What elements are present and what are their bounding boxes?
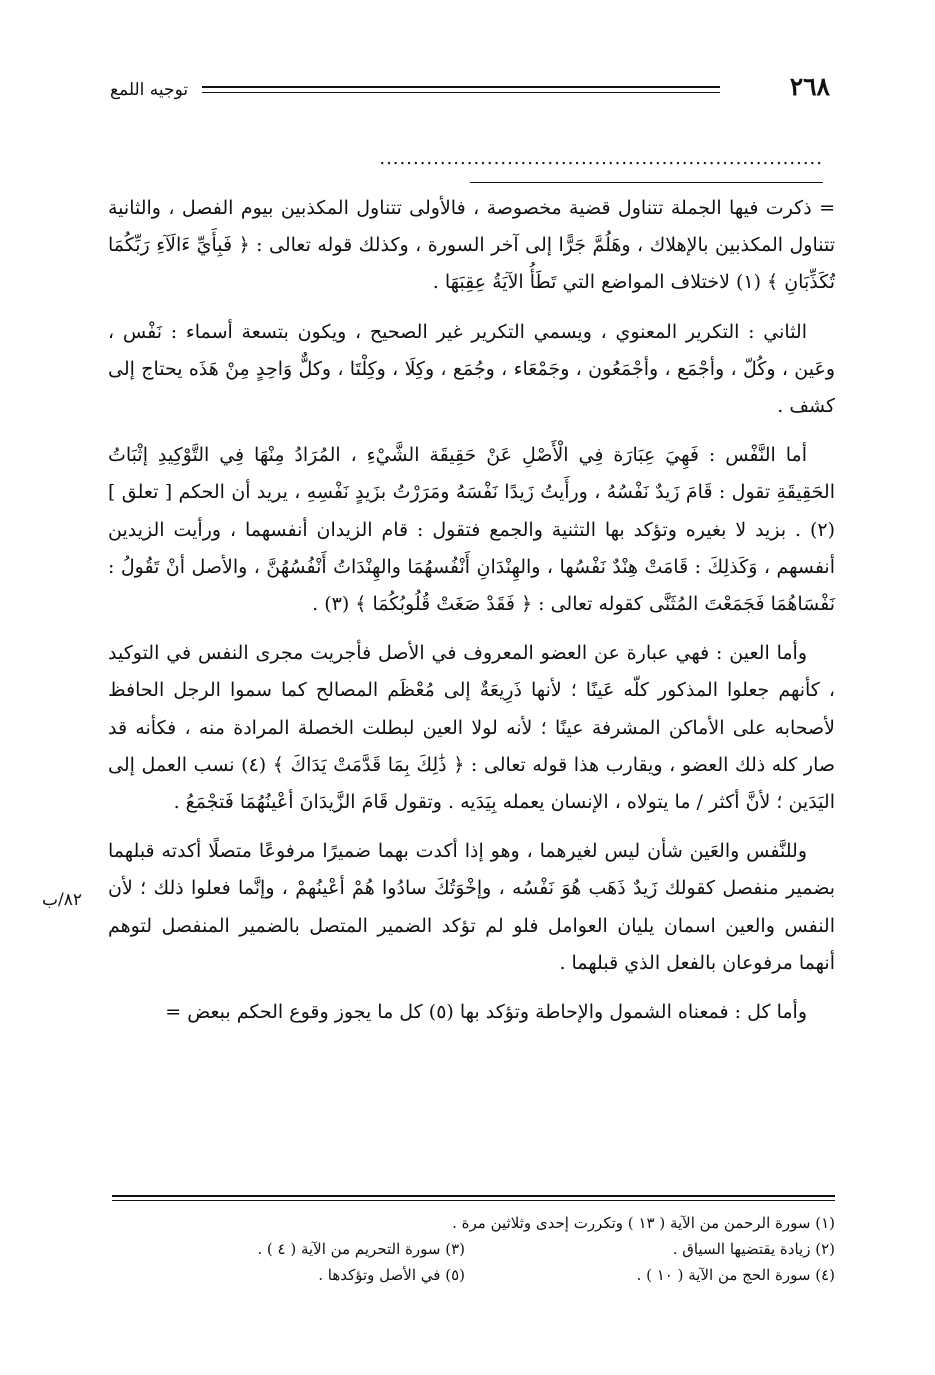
footnote-1: (١) سورة الرحمن من الآية ( ١٣ ) وتكررت إحدى وثلاثين مرة . <box>452 1214 835 1232</box>
paragraph-5: وللنَّفس والعَين شأن ليس لغيرهما ، وهو إذا أكدت بهما ضميرًا مرفوعًا متصلًا أكدته قبلهما بضمير منفصل كقولك زَيدٌ ذَهَب هُوَ نَفْسُه ، وإخْوَتُكَ سادُوا هُمْ أعْينُهمْ ، وإنَّما فعلوا ذلك ؛ لأن النفس والعين اسمان يليان العوامل فلو لم تؤكد الضمير المتصل بالضمير المنفصل لتوهم أنهما مرفوعان بالفعل الذي قبلهما . <box>108 840 835 974</box>
footnotes <box>118 1210 835 1288</box>
dotted-underline <box>470 182 823 183</box>
footnote-row <box>118 1262 835 1288</box>
paragraph-3: أما النَّفْس : فَهِيَ عِبَارَة فِي الْأَصْلِ عَنْ حَقِيقَة الشَّيْءِ ، المُرَادُ مِنْهَا فِي التَّوْكِيدِ إثْبَاتُ الحَقِيقَةِ تقول : قَامَ زَيدٌ نَفْسُهُ ، ورأَيتُ زَيدًا نَفْسَهُ ومَرَرْتُ بزَيدٍ نَفْسِهِ ، يريد أن الحكم [ تعلق ] (٢) . بزيد لا بغيره وتؤكد بها التثنية والجمع فتقول : قام الزيدان أنفسهما ، ورأيت الزيدين أنفسهم ، وَكَذلِكَ : قَامَتْ هِنْدٌ نَفْسُها ، والهِنْدَانِ أَنْفُسهُمَا والهِنْدَاتُ أَنْفُسُهُنَّ ، والأصل أنْ تَقُولُ : نَفْسَاهُمَا فَجَمَعْتَ المُثَنَّى كقوله تعالى : ﴿ فَقَدْ صَغَتْ قُلُوبُكُمَا ﴾ (٣) . <box>108 444 835 616</box>
book-title: توجيه اللمع <box>110 80 189 100</box>
paragraph-6: وأما كل : فمعناه الشمول والإحاطة وتؤكد بها (٥) كل ما يجوز وقوع الحكم ببعض = <box>165 1001 807 1024</box>
header-rule-thin <box>202 92 720 93</box>
footnote-3: (٣) سورة التحريم من الآية ( ٤ ) . <box>257 1240 465 1258</box>
paragraph-2: الثاني : التكرير المعنوي ، ويسمي التكرير غير الصحيح ، ويكون بتسعة أسماء : نَفْس ، وعَين ، وكُلّ ، وأجْمَع ، وأجْمَعُون ، وجَمْعَاء ، وجُمَع ، وكِلَا ، وكِلْتَا ، وكلٌّ وَاحِدٍ مِنْ هَذَه يحتاج إلى كشف . <box>108 320 835 418</box>
page-number: ٢٦٨ <box>789 72 830 101</box>
paragraph-4: وأما العين : فهي عبارة عن العضو المعروف في الأصل فأجريت مجرى النفس في التوكيد ، كأنهم جعلوا المذكور كلّه عَينًا ؛ لأنها ذَرِيعَةٌ إلى مُعْظَم المصالح كما سموا الرجل الحافظ لأصحابه على الأماكن المشرفة عينًا ؛ لأنه لولا العين لبطلت الخصلة المرادة منه ، فكأنه قد صار كله ذلك العضو ، ويقارب هذا قوله تعالى : ﴿ ذَٰلِكَ بِمَا قَدَّمَتْ يَدَاكَ ﴾ (٤) نسب العمل إلى اليَدَين ؛ لأنَّ أكثر / ما يتولاه ، الإنسان يعمله بِيَدَيه . وتقول قَامَ الزَّيدَانَ أعْينُهُمَا فَتجْمَعُ . <box>108 642 836 814</box>
paragraph-1: = ذكرت فيها الجملة تتناول قضية مخصوصة ، فالأولى تتناول المكذبين بيوم الفصل ، والثانية تتناول المكذبين بالإهلاك ، وهَلُمَّ جَرًّا إلى آخر السورة ، وكذلك قوله تعالى : ﴿ فَبِأَيِّ ءَالَآءِ رَبِّكُمَا تُكَذِّبَانِ ﴾ (١) لاختلاف المواضع التي تَطَأُ الآيَةُ عِقِبَهَا . <box>108 197 835 294</box>
footnote-row <box>118 1236 835 1262</box>
dotted-separator: .................................................................. <box>379 148 823 169</box>
main-text <box>108 190 835 1043</box>
footnote-rule-thin <box>112 1200 835 1201</box>
footnote-2: (٢) زيادة يقتضيها السياق . <box>672 1240 835 1258</box>
manuscript-folio-note: ٨٢/ب <box>42 890 82 910</box>
footnote-4: (٤) سورة الحج من الآية ( ١٠ ) . <box>636 1266 835 1284</box>
header-rule <box>202 86 720 88</box>
page-header <box>110 72 830 112</box>
footnote-rule <box>112 1195 835 1197</box>
footnote-5: (٥) في الأصل وتؤكدها . <box>318 1266 465 1284</box>
footnote-row <box>118 1210 835 1236</box>
